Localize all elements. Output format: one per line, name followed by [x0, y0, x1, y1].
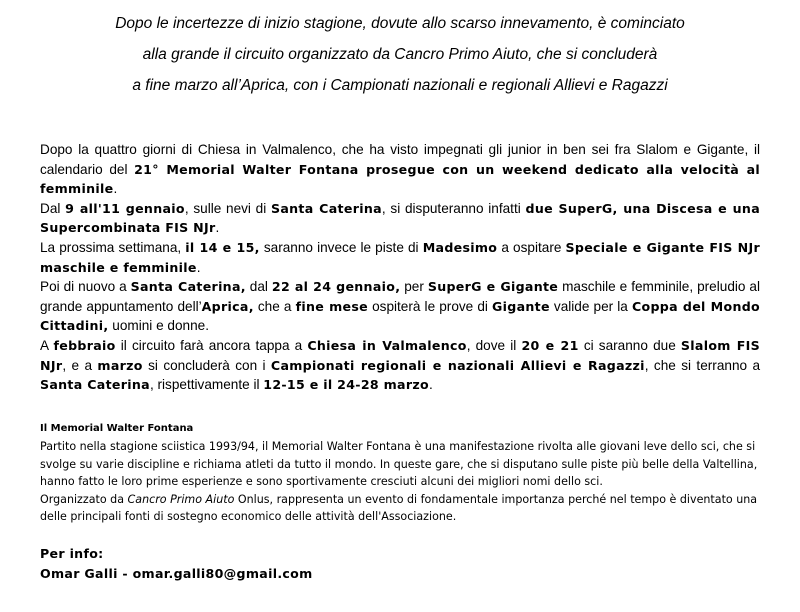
bold-text: Santa Caterina,: [130, 279, 246, 295]
contact-line: Omar Galli - omar.galli80@gmail.com: [40, 565, 313, 581]
bold-text: Gigante: [492, 298, 550, 314]
body-paragraph-2: Dal 9 all'11 gennaio, sulle nevi di Santa Caterina, si disputeranno infatti due SuperG, una Discesa e una Supercombinata FIS NJr.: [40, 200, 760, 236]
body-paragraph-4: Poi di nuovo a Santa Caterina, dal 22 al 24 gennaio, per SuperG e Gigante maschile e femminile, preludio al grande appuntamento dell’Aprica, che a fine mese ospiterà le prove di Gigante valide per la Coppa del Mondo Cittadini, uomini e donne.: [40, 279, 760, 334]
bold-text: 21° Memorial Walter Fontana prosegue con un weekend dedicato alla velocità al femminile: [40, 161, 761, 197]
bold-text: febbraio: [53, 337, 116, 353]
intro-line: a fine marzo all’Aprica, con i Campionati nazionali e regionali Allievi e Ragazzi: [132, 77, 668, 94]
bold-text: 20 e 21: [521, 337, 579, 353]
bold-text: Madesimo: [422, 239, 498, 255]
body-paragraph-3: La prossima settimana, il 14 e 15, saranno invece le piste di Madesimo a ospitare Speciale e Gigante FIS NJr maschile e femminile.: [40, 239, 760, 275]
bold-text: 22 al 24 gennaio,: [271, 279, 401, 295]
bold-text: Speciale e Gigante FIS NJr maschile e femminile: [40, 239, 760, 275]
intro-line: Dopo le incertezze di inizio stagione, dovute allo scarso innevamento, è cominciato: [115, 15, 685, 32]
bold-text: il 14 e 15,: [185, 239, 260, 255]
body-paragraph-1: Dopo la quattro giorni di Chiesa in Valmalenco, che ha visto impegnati gli junior in ben sei fra Slalom e Gigante, il calendario del 21° Memorial Walter Fontana prosegue con un weekend dedicato alla velocità al femminile.: [40, 142, 761, 197]
contact-info: [40, 544, 540, 583]
bold-text: Aprica,: [201, 298, 254, 314]
bold-text: 9 all'11 gennaio: [65, 200, 185, 216]
memorial-paragraph-2: Organizzato da Cancro Primo Aiuto Onlus, rappresenta un evento di fondamentale importanza perché nel tempo è diventato una delle principali fonti di sostegno economico delle attività dell'Associazione.: [40, 492, 758, 523]
bold-text: marzo: [97, 357, 143, 373]
bold-text: due SuperG, una Discesa e una Supercombinata FIS NJr: [40, 200, 760, 236]
bold-text: Coppa del Mondo Cittadini,: [40, 298, 760, 334]
bold-text: Santa Caterina: [271, 200, 382, 216]
article-body: [40, 140, 760, 395]
bold-text: Chiesa in Valmalenco: [307, 337, 467, 353]
bold-text: Slalom FIS NJr: [40, 337, 761, 373]
bold-text: Santa Caterina: [40, 377, 150, 393]
bold-text: SuperG e Gigante: [427, 279, 559, 295]
memorial-title: Il Memorial Walter Fontana: [40, 423, 194, 434]
bold-text: Campionati regionali e nazionali Allievi e Ragazzi: [270, 357, 645, 373]
memorial-section: [40, 420, 765, 526]
intro-block: [40, 8, 760, 101]
bold-text: 12-15 e il 24-28 marzo: [263, 377, 429, 393]
contact-label: Per info:: [40, 546, 104, 561]
intro-line: alla grande il circuito organizzato da Cancro Primo Aiuto, che si concluderà: [142, 46, 658, 63]
memorial-paragraph-1: Partito nella stagione sciistica 1993/94, il Memorial Walter Fontana è una manifestazione rivolta alle giovani leve dello sci, che si svolge su varie discipline e richiama atleti da tutto il mondo. In queste gare, che si disputano sulle piste più belle della Valtellina, hanno fatto le loro prime esperienze e sono sportivamente cresciuti alcuni dei migliori nomi dello sci.: [40, 440, 758, 488]
body-paragraph-5: A febbraio il circuito farà ancora tappa a Chiesa in Valmalenco, dove il 20 e 21 ci saranno due Slalom FIS NJr, e a marzo si concluderà con i Campionati regionali e nazionali Allievi e Ragazzi, che si terranno a Santa Caterina, rispettivamente il 12-15 e il 24-28 marzo.: [40, 337, 761, 393]
organization-name: Cancro Primo Aiuto: [127, 492, 235, 506]
bold-text: fine mese: [295, 298, 368, 314]
